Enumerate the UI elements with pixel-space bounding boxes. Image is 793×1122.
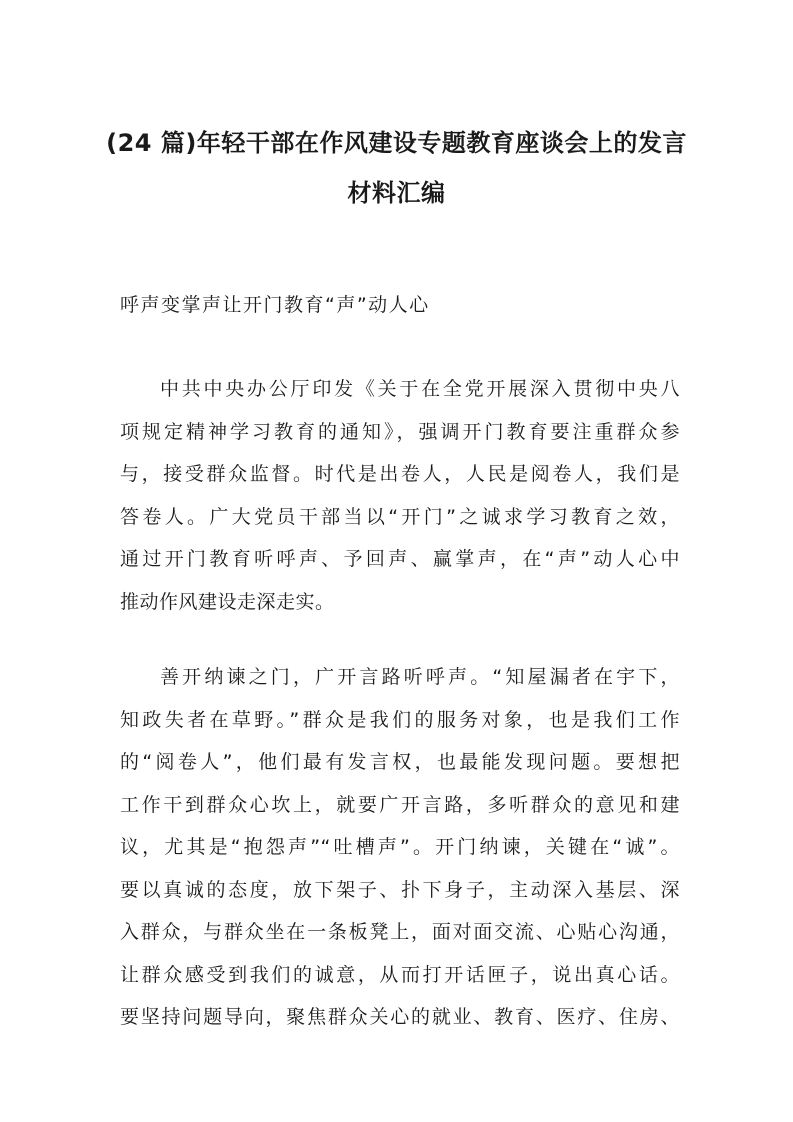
paragraph-line: 项规定精神学习教育的通知》，强调开门教育要注重群众参: [120, 420, 680, 443]
paragraph-line: 推动作风建设走深走实。: [120, 590, 335, 613]
paragraph-2: [120, 656, 680, 1039]
paragraph-line: 的“阅卷人”，他们最有发言权，也最能发现问题。要想把: [120, 751, 680, 773]
paragraph-line: 善开纳谏之门，广开言路听呼声。“知屋漏者在宇下，: [160, 666, 680, 688]
paragraph-line: 答卷人。广大党员干部当以“开门”之诚求学习教育之效，: [120, 505, 680, 528]
paragraph-line: 通过开门教育听呼声、予回声、赢掌声，在“声”动人心中: [120, 548, 680, 570]
paragraph-line: 议，尤其是“抱怨声”“吐槽声”。开门纳谏，关键在“诚”。: [120, 836, 680, 858]
paragraph-line: 中共中央办公厅印发《关于在全党开展深入贯彻中央八: [160, 378, 680, 400]
paragraph-line: 要以真诚的态度，放下架子、扑下身子，主动深入基层、深: [120, 878, 680, 901]
paragraph-line: 入群众，与群众坐在一条板凳上，面对面交流、心贴心沟通，: [120, 921, 680, 943]
paragraph-line: 工作干到群众心坎上，就要广开言路，多听群众的意见和建: [120, 793, 680, 816]
section-heading: 呼声变掌声让开门教育“声”动人心: [120, 294, 430, 316]
paragraph-line: 要坚持问题导向，聚焦群众关心的就业、教育、医疗、住房、: [120, 1006, 680, 1028]
paragraph-line: 让群众感受到我们的诚意，从而打开话匣子，说出真心话。: [120, 963, 680, 986]
paragraph-line: 与，接受群众监督。时代是出卷人，人民是阅卷人，我们是: [120, 463, 680, 485]
document-title-line-1: (24 篇)年轻干部在作风建设专题教育座谈会上的发言: [106, 129, 687, 157]
document-title-line-2: 材料汇编: [347, 179, 446, 207]
paragraph-1: [120, 368, 680, 623]
paragraph-line: 知政失者在草野。”群众是我们的服务对象，也是我们工作: [120, 708, 680, 731]
